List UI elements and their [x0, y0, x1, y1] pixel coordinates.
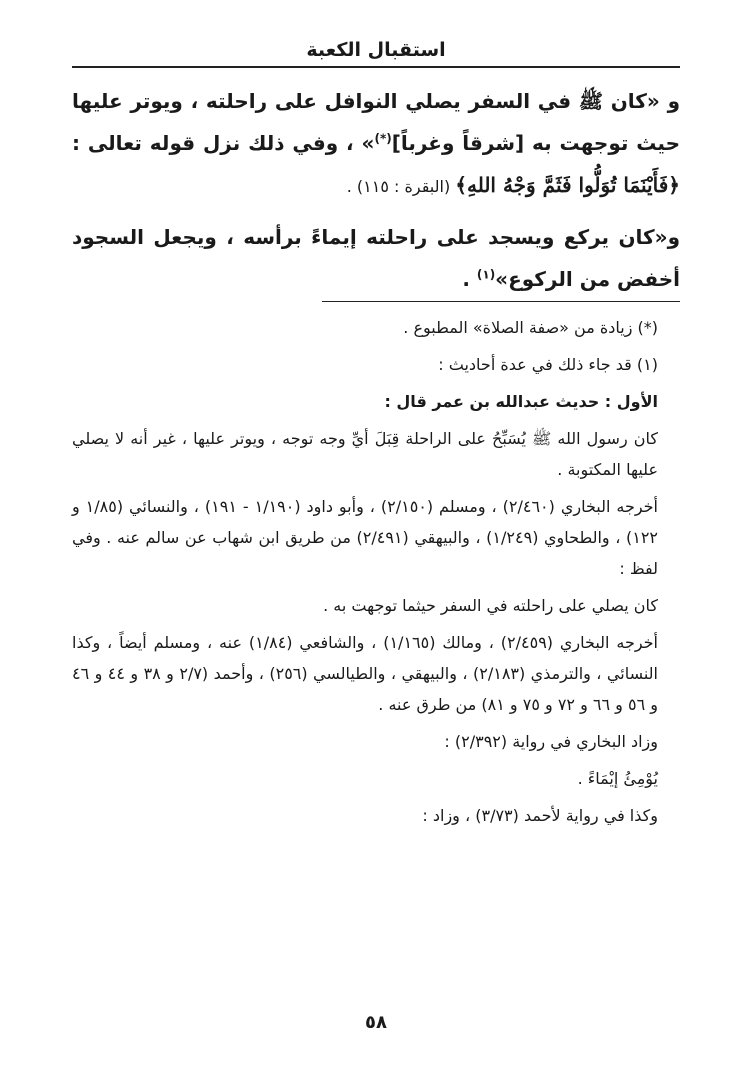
- hadith-text-1: كان رسول الله ﷺ يُسَبِّحُ على الراحلة قِبَلَ أيِّ وجه توجه ، ويوتر عليها ، غير أنه لا يصلي عليها المكتوبة .: [72, 429, 658, 479]
- quran-verse: ﴿فَأَيْنَمَا تُوَلُّوا فَثَمَّ وَجْهُ اللهِ﴾: [455, 173, 680, 197]
- ahmad-addition: وكذا في رواية لأحمد (٣/٧٣) ، وزاد :: [422, 806, 658, 825]
- takhrij-2: أخرجه البخاري (٢/٤٥٩) ، ومالك (١/١٦٥) ، والشافعي (١/٨٤) عنه ، ومسلم أيضاً ، وكذا النسائي ، والترمذي (٢/١٨٣) ، والبيهقي ، والطيالسي (٢٥٦) ، وأحمد (٢/٧ و ٣٨ و ٤٤ و ٤٦ و ٥٦ و ٦٦ و ٧٢ و ٧٥ و ٨١) من طرق عنه .: [72, 633, 659, 714]
- hadith-text-2: كان يصلي على راحلته في السفر حيثما توجهت به .: [323, 596, 658, 615]
- yumi-text: يُوْمِئُ إيْمَاءً .: [577, 769, 658, 788]
- footnote-marker-1: (١): [476, 267, 496, 282]
- footnote-star: (*) زيادة من «صفة الصلاة» المطبوع .: [403, 318, 658, 337]
- paragraph-2: [72, 216, 680, 300]
- footnote-separator: [322, 301, 680, 302]
- verse-reference: (البقرة : ١١٥) .: [346, 177, 456, 196]
- paragraph-1-part-1: و «كان ﷺ في السفر يصلي النوافل على راحلته ، ويوتر عليها حيث توجهت به [شرقاً وغرباً]: [72, 89, 680, 155]
- footnotes: [72, 312, 680, 837]
- footnote-1: (١) قد جاء ذلك في عدة أحاديث :: [438, 355, 658, 374]
- takhrij-1: أخرجه البخاري (٢/٤٦٠) ، ومسلم (٢/١٥٠) ، وأبو داود (١/١٩٠ - ١٩١) ، والنسائي (١/٨٥ و ١٢٢) ، والطحاوي (١/٢٤٩) ، والبيهقي (٢/٤٩١) من طريق ابن شهاب عن سالم عنه . وفي لفظ :: [72, 497, 659, 578]
- main-text: [72, 80, 680, 308]
- paragraph-1: [72, 80, 680, 208]
- paragraph-2-text: و«كان يركع ويسجد على راحلته إيماءً برأسه ، ويجعل السجود أخفض من الركوع»: [72, 225, 680, 291]
- running-header-title: استقبال الكعبة: [306, 39, 446, 61]
- header-rule: [72, 66, 680, 68]
- first-hadith-label: الأول : حديث عبدالله بن عمر قال :: [384, 392, 658, 411]
- footnote-marker-star: (*): [374, 131, 392, 146]
- bukhari-addition: وزاد البخاري في رواية (٢/٣٩٢) :: [444, 732, 658, 751]
- paragraph-2-end: .: [462, 267, 477, 291]
- page-number: ٥٨: [365, 1012, 387, 1033]
- paragraph-1-part-2: » ، وفي ذلك نزل قوله تعالى :: [72, 131, 375, 155]
